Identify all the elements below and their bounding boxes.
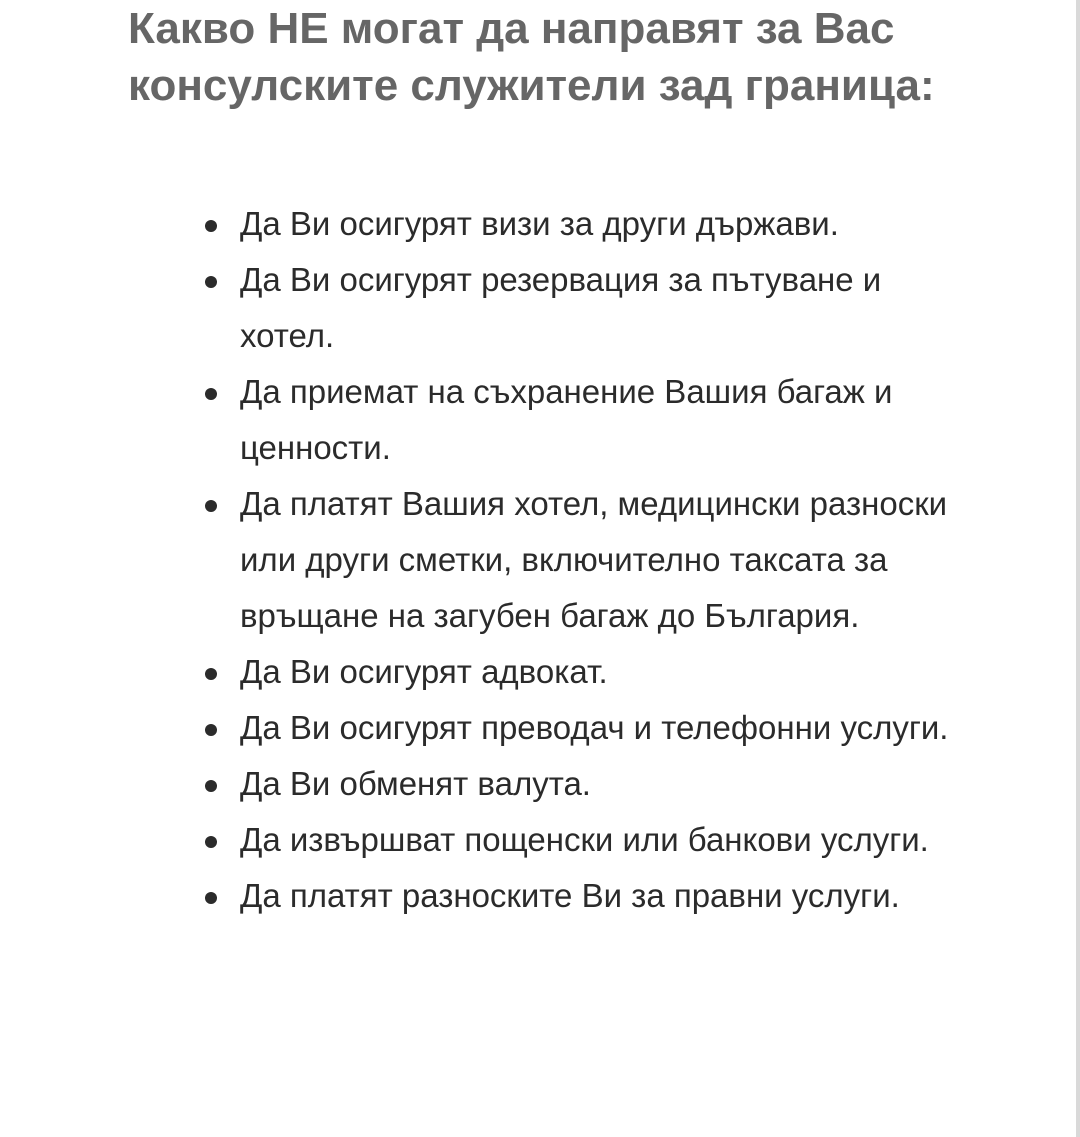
bullet-icon bbox=[205, 500, 217, 512]
list-item-text: Да извършват пощенски или банкови услуги. bbox=[240, 821, 929, 858]
bullet-icon bbox=[205, 388, 217, 400]
bullet-icon bbox=[205, 276, 217, 288]
list-item bbox=[240, 476, 980, 644]
list-item-text: Да платят Вашия хотел, медицински разноски или други сметки, включително таксата за връщане на загубен багаж до България. bbox=[240, 485, 948, 634]
list-item bbox=[240, 700, 980, 756]
bullet-icon bbox=[205, 724, 217, 736]
bullet-icon bbox=[205, 780, 217, 792]
list-item-text: Да Ви осигурят преводач и телефонни услуги. bbox=[240, 709, 949, 746]
list-item bbox=[240, 644, 980, 700]
bullet-icon bbox=[205, 668, 217, 680]
bullet-icon bbox=[205, 892, 217, 904]
list-item bbox=[240, 868, 980, 924]
bullet-icon bbox=[205, 220, 217, 232]
list-item bbox=[240, 252, 980, 364]
list-item-text: Да платят разноските Ви за правни услуги. bbox=[240, 877, 900, 914]
scroll-edge bbox=[1076, 0, 1080, 1137]
list-item bbox=[240, 364, 980, 476]
list-item-text: Да Ви осигурят адвокат. bbox=[240, 653, 608, 690]
restrictions-list bbox=[240, 196, 980, 924]
list-item-text: Да Ви обменят валута. bbox=[240, 765, 591, 802]
list-item bbox=[240, 756, 980, 812]
bullet-icon bbox=[205, 836, 217, 848]
section-title: Какво НЕ могат да направят за Вас консулските служители зад граница: bbox=[128, 4, 935, 110]
list-item-text: Да приемат на съхранение Вашия багаж и ценности. bbox=[240, 373, 893, 466]
list-item-text: Да Ви осигурят резервация за пътуване и хотел. bbox=[240, 261, 882, 354]
list-item-text: Да Ви осигурят визи за други държави. bbox=[240, 205, 839, 242]
list-item bbox=[240, 812, 980, 868]
list-item bbox=[240, 196, 980, 252]
